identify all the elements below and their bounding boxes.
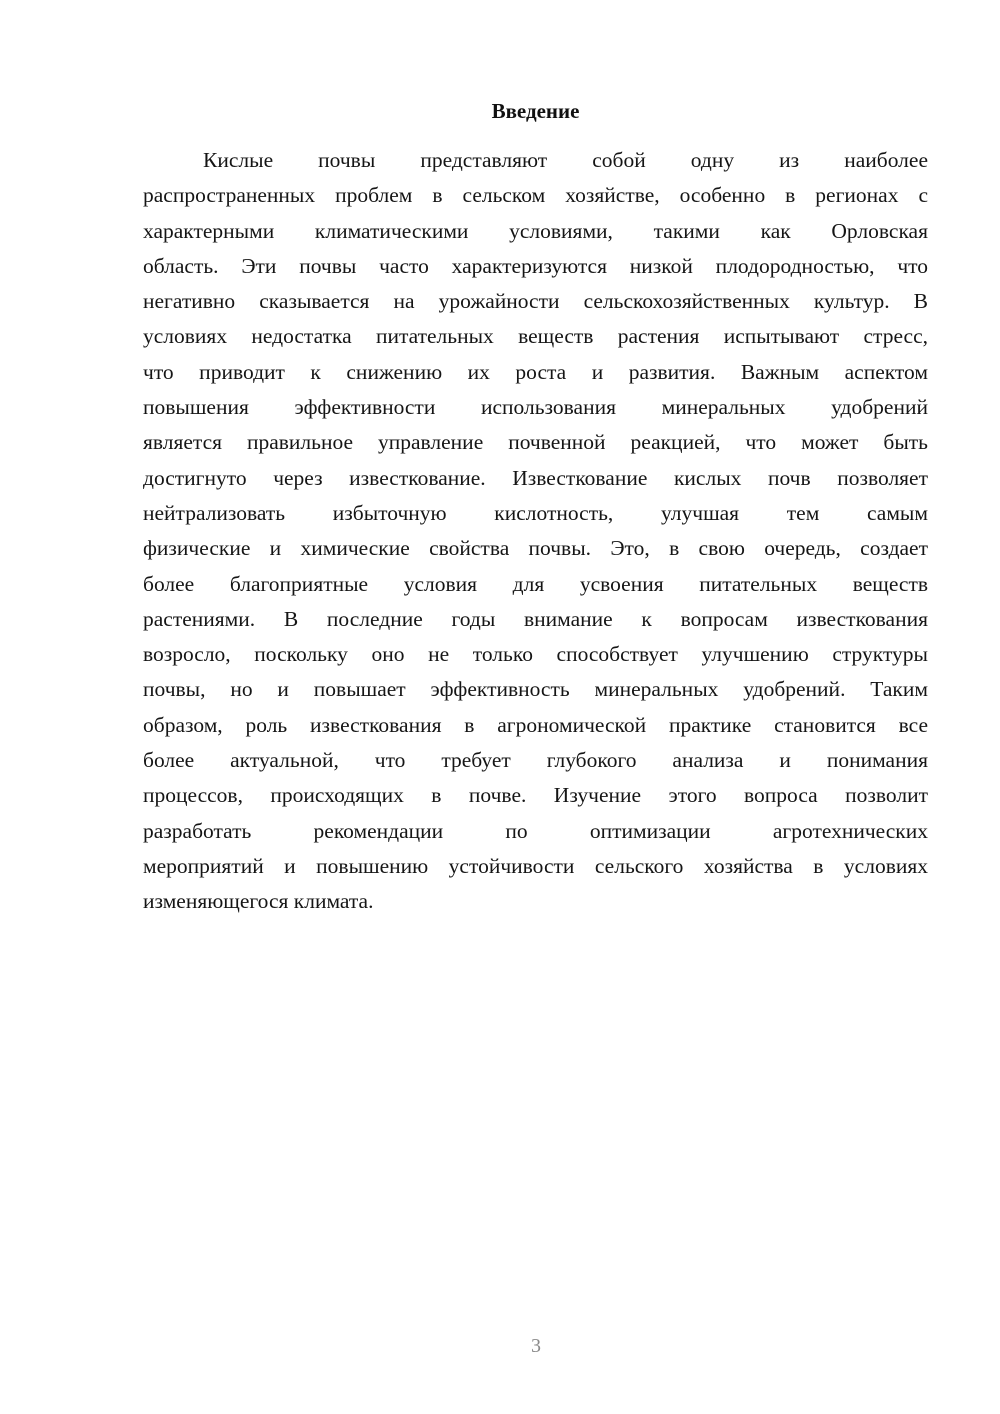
text-line: почвы, но и повышает эффективность минеральных удобрений. Таким [143,677,928,702]
page-number: 3 [531,1335,541,1357]
body-paragraph [143,143,928,920]
text-line: процессов, происходящих в почве. Изучение этого вопроса позволит [143,783,928,808]
section-heading: Введение [491,99,580,123]
text-line: более актуальной, что требует глубокого анализа и понимания [143,748,928,773]
text-line: физические и химические свойства почвы. Это, в свою очередь, создает [143,536,928,561]
text-line: изменяющегося климата. [143,889,374,914]
text-line: мероприятий и повышению устойчивости сельского хозяйства в условиях [143,853,928,878]
text-line: распространенных проблем в сельском хозяйстве, особенно в регионах с [143,183,928,208]
text-line: разработать рекомендации по оптимизации агротехнических [143,818,928,843]
text-line: негативно сказывается на урожайности сельскохозяйственных культур. В [143,289,928,314]
text-line: повышения эффективности использования минеральных удобрений [143,395,928,420]
text-line: условиях недостатка питательных веществ растения испытывают стресс, [143,324,928,349]
text-line: растениями. В последние годы внимание к вопросам известкования [143,606,928,631]
text-line: область. Эти почвы часто характеризуются низкой плодородностью, что [143,253,928,278]
text-line: является правильное управление почвенной реакцией, что может быть [143,430,928,455]
text-line: Кислые почвы представляют собой одну из наиболее [203,148,928,172]
text-line: возросло, поскольку оно не только способствует улучшению структуры [143,642,928,667]
text-line: нейтрализовать избыточную кислотность, улучшая тем самым [143,500,928,525]
text-line: достигнуто через известкование. Известкование кислых почв позволяет [143,465,928,490]
text-line: образом, роль известкования в агрономической практике становится все [143,712,928,737]
text-line: более благоприятные условия для усвоения питательных веществ [143,571,928,596]
text-line: что приводит к снижению их роста и развития. Важным аспектом [143,359,928,384]
text-line: характерными климатическими условиями, такими как Орловская [143,218,928,243]
